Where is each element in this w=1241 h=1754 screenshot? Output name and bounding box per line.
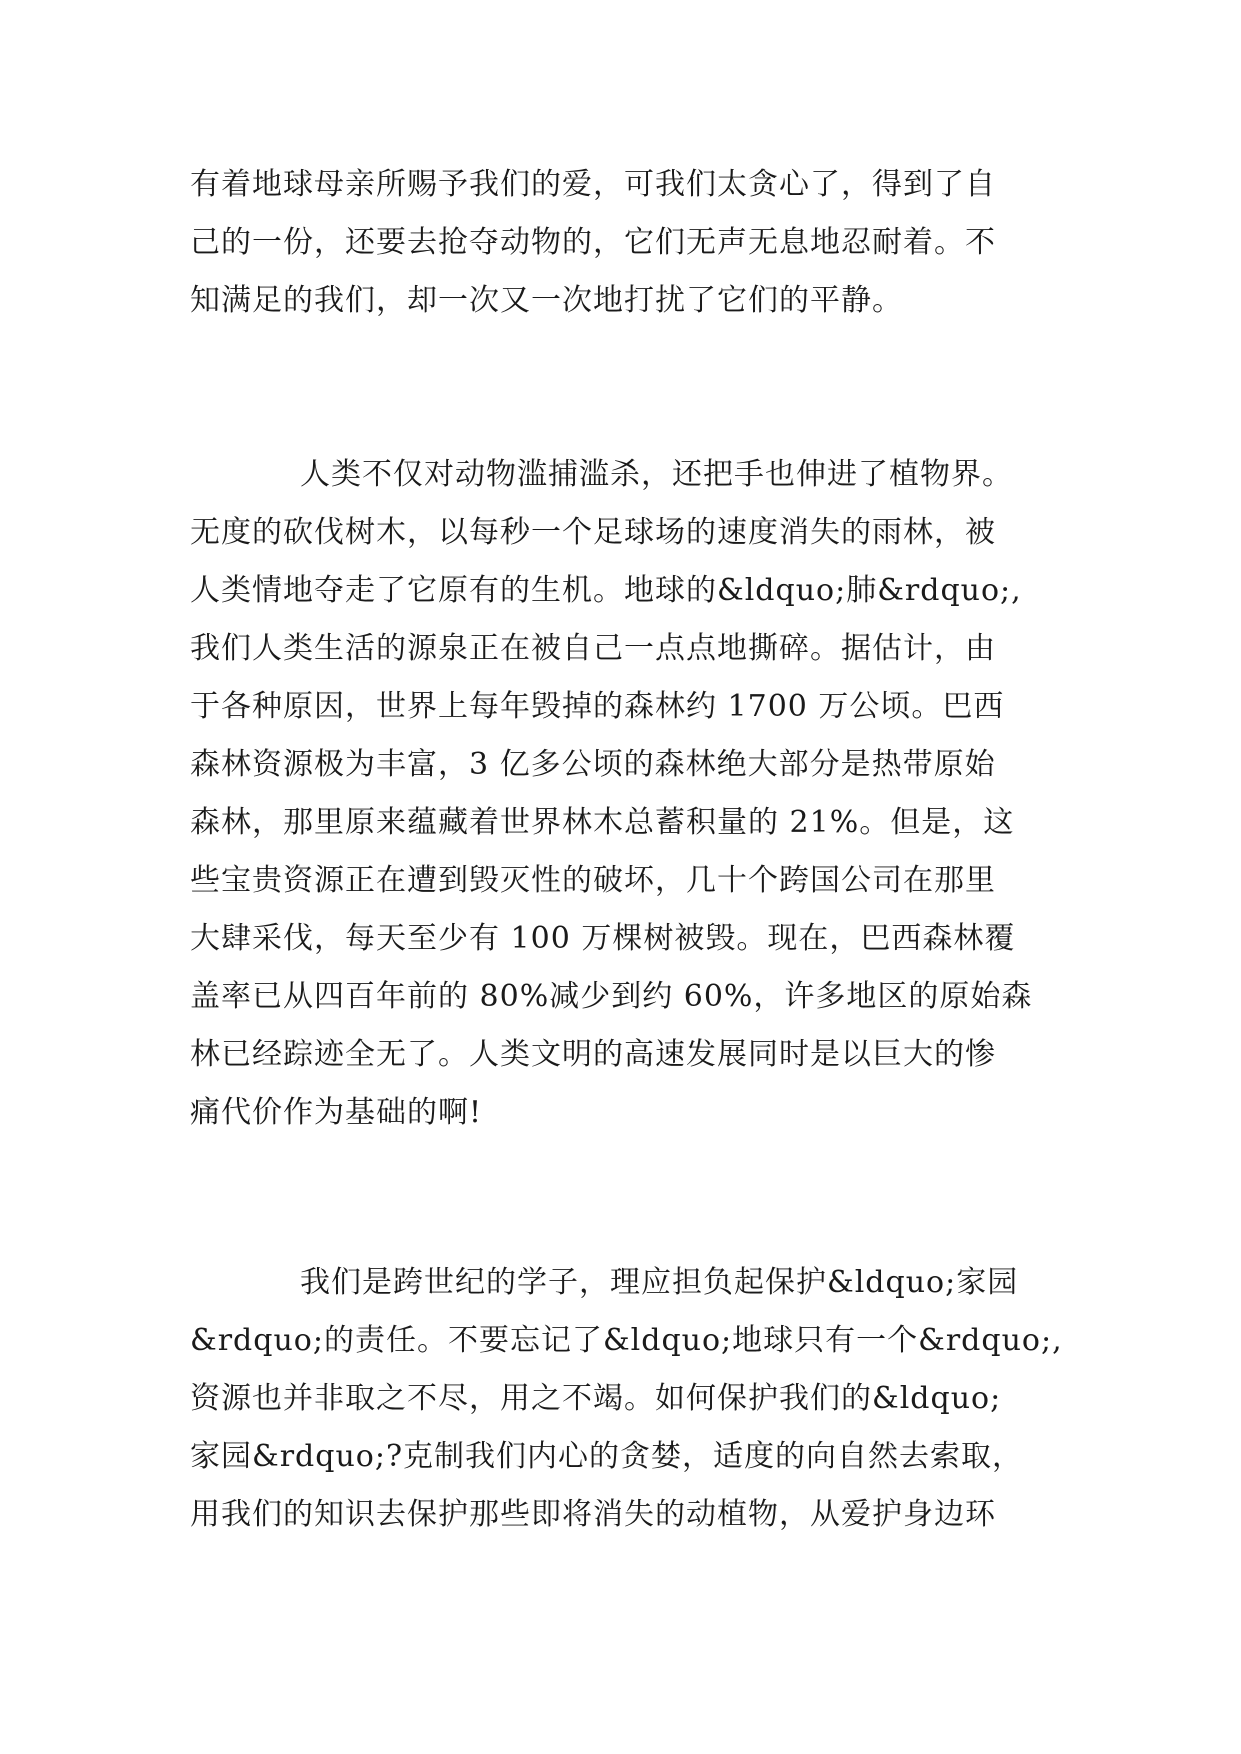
paragraph-line: &rdquo;的责任。不要忘记了&ldquo;地球只有一个&rdquo;, <box>190 1323 1063 1358</box>
paragraph-line: 林已经踪迹全无了。人类文明的高速发展同时是以巨大的惨 <box>190 1037 996 1072</box>
paragraph-line: 资源也并非取之不尽，用之不竭。如何保护我们的&ldquo; <box>190 1381 1002 1416</box>
paragraph-2 <box>190 446 1070 1142</box>
paragraph-line: 己的一份，还要去抢夺动物的，它们无声无息地忍耐着。不 <box>190 225 996 260</box>
paragraph-line: 知满足的我们，却一次又一次地打扰了它们的平静。 <box>190 283 903 318</box>
paragraph-line: 于各种原因，世界上每年毁掉的森林约 1700 万公顷。巴西 <box>190 689 1005 724</box>
paragraph-line: 家园&rdquo;?克制我们内心的贪婪，适度的向自然去索取， <box>190 1439 1024 1474</box>
paragraph-line: 人类不仅对动物滥捕滥杀，还把手也伸进了植物界。 <box>300 457 1013 492</box>
paragraph-line: 痛代价作为基础的啊! <box>190 1095 483 1130</box>
paragraph-line: 森林资源极为丰富，3 亿多公顷的森林绝大部分是热带原始 <box>190 747 996 782</box>
paragraph-3 <box>190 1254 1070 1544</box>
paragraph-line: 大肆采伐，每天至少有 100 万棵树被毁。现在，巴西森林覆 <box>190 921 1016 956</box>
paragraph-line: 我们是跨世纪的学子，理应担负起保护&ldquo;家园 <box>300 1265 1019 1300</box>
paragraph-line: 用我们的知识去保护那些即将消失的动植物，从爱护身边环 <box>190 1497 996 1532</box>
paragraph-line: 森林，那里原来蕴藏着世界林木总蓄积量的 21%。但是，这 <box>190 805 1015 840</box>
paragraph-line: 盖率已从四百年前的 80%减少到约 60%，许多地区的原始森 <box>190 979 1033 1014</box>
paragraph-line: 有着地球母亲所赐予我们的爱，可我们太贪心了，得到了自 <box>190 167 996 202</box>
paragraph-line: 些宝贵资源正在遭到毁灭性的破坏，几十个跨国公司在那里 <box>190 863 996 898</box>
paragraph-1 <box>190 156 1070 330</box>
paragraph-line: 人类情地夺走了它原有的生机。地球的&ldquo;肺&rdquo;, <box>190 573 1022 608</box>
paragraph-line: 无度的砍伐树木，以每秒一个足球场的速度消失的雨林，被 <box>190 515 996 550</box>
paragraph-line: 我们人类生活的源泉正在被自己一点点地撕碎。据估计，由 <box>190 631 996 666</box>
